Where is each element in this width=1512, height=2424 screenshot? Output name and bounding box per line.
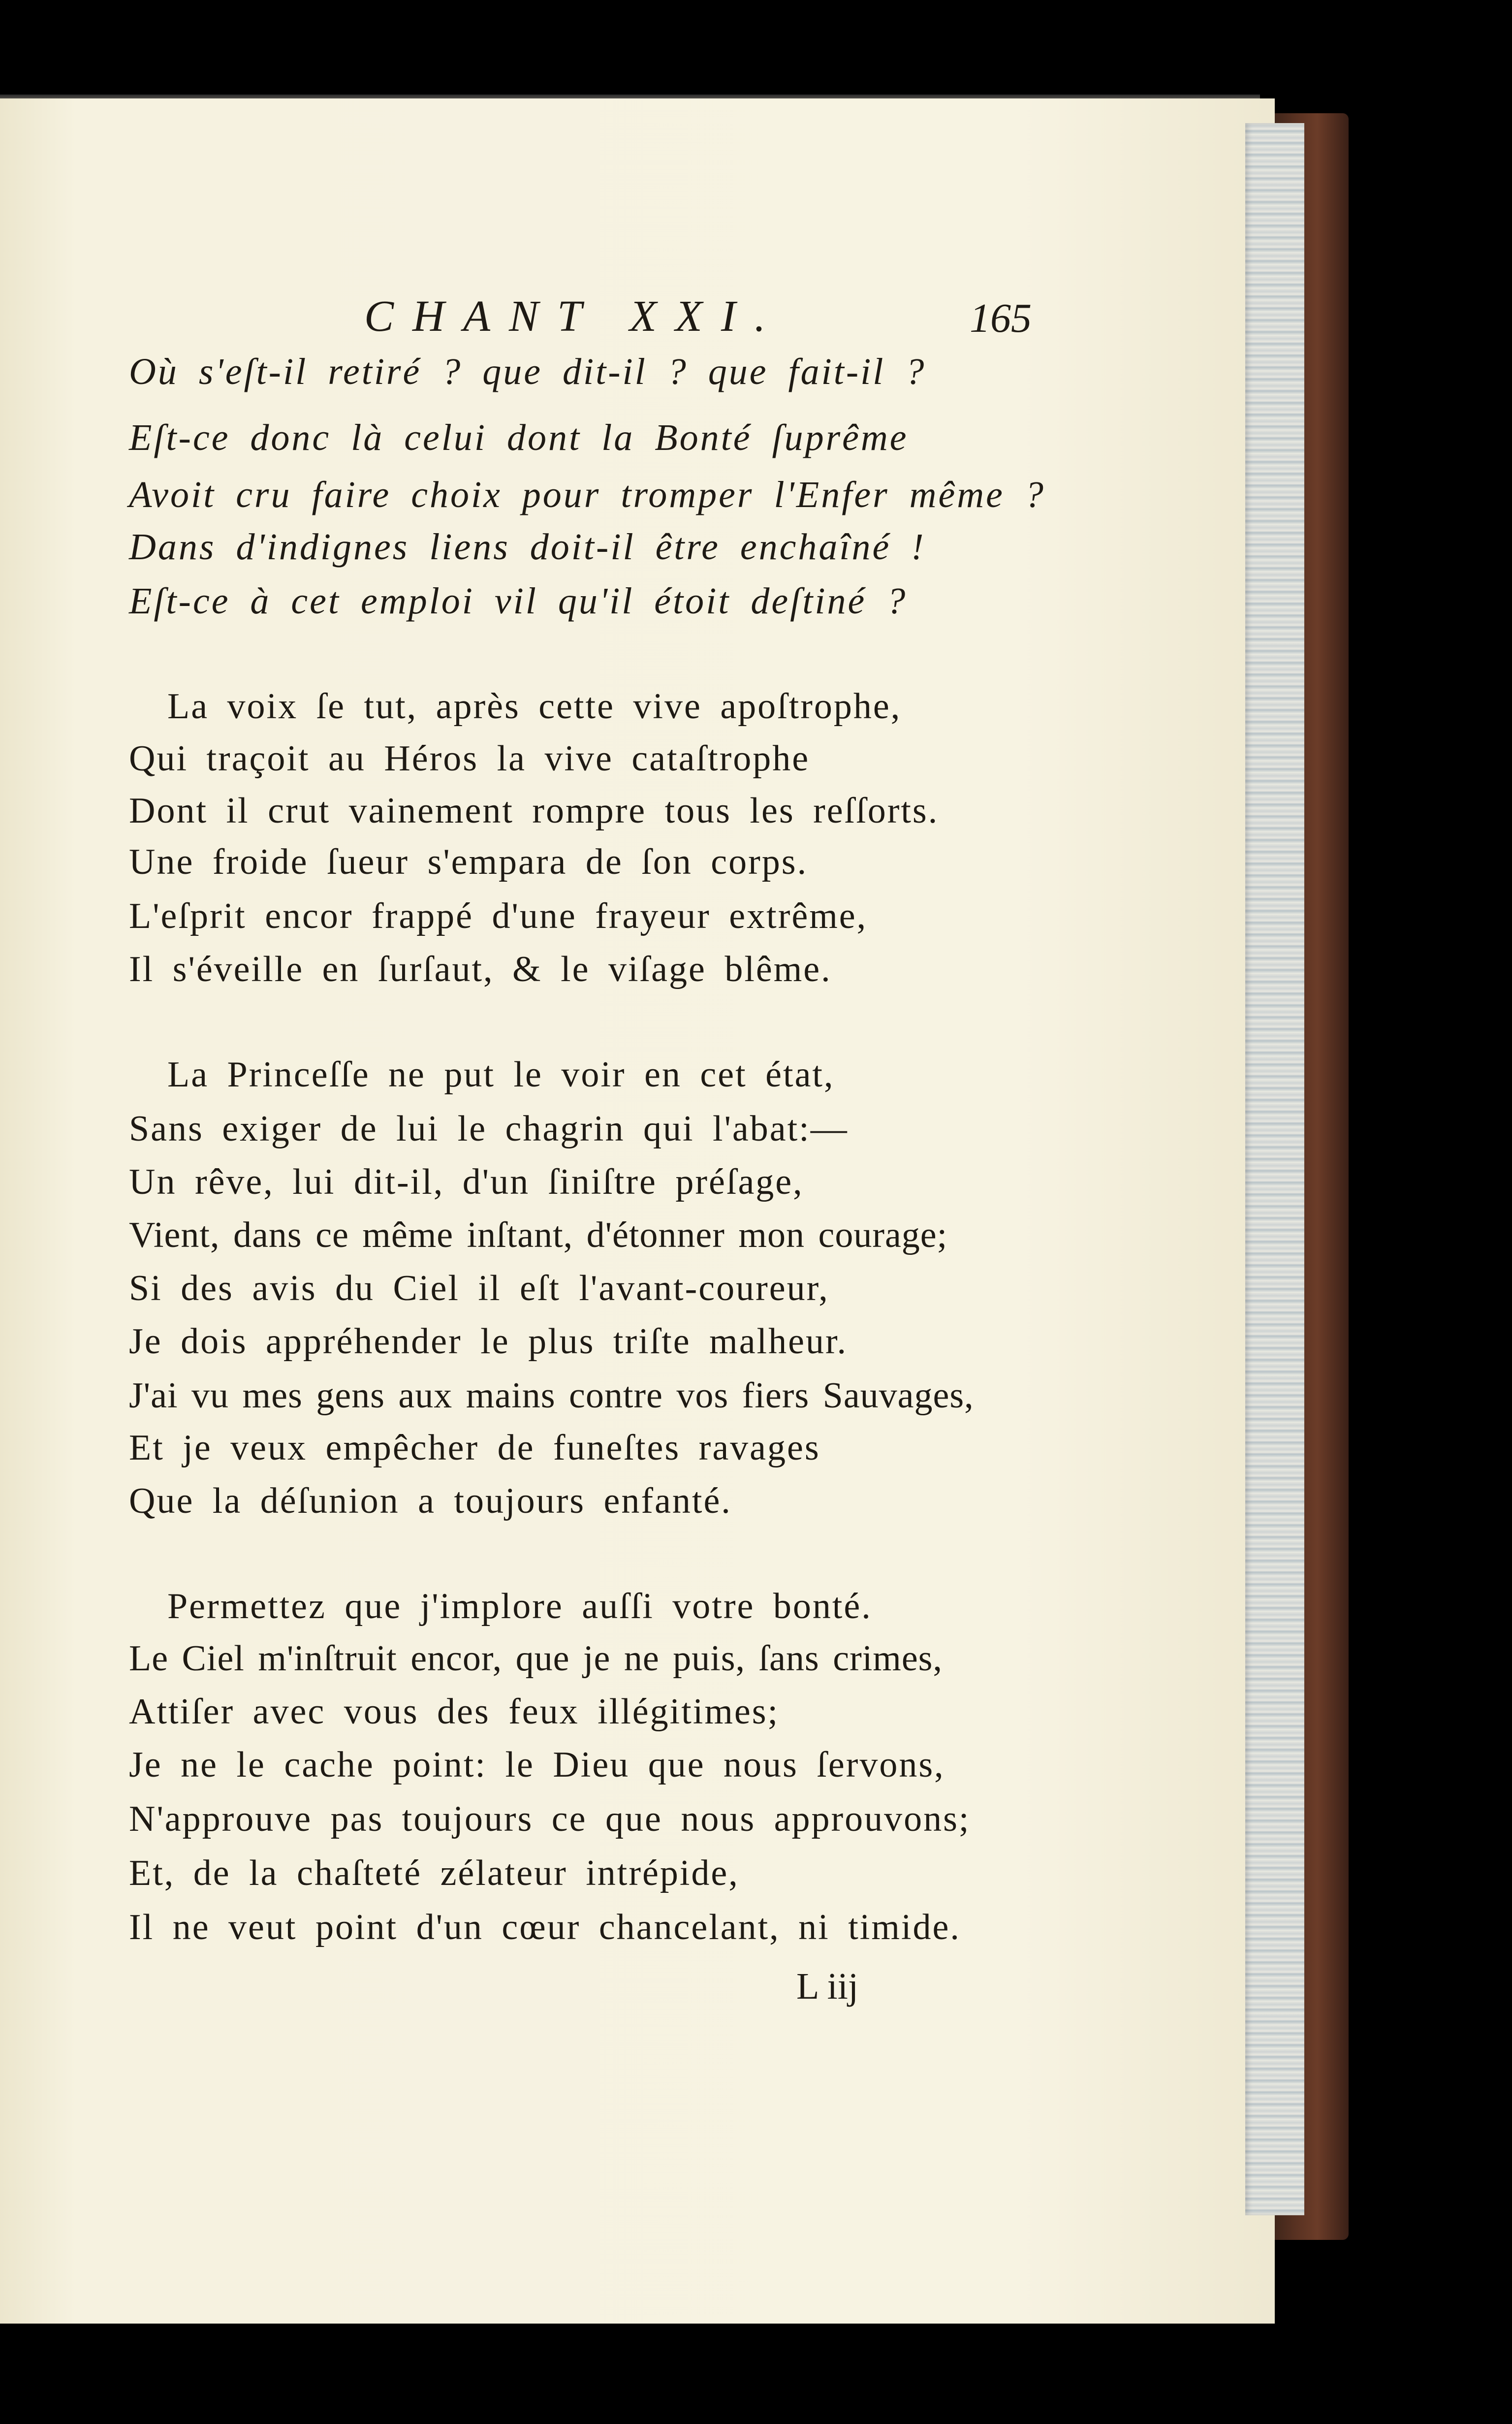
verse-line: Il s'éveille en ſurſaut, & le viſage blême. [129, 949, 832, 989]
verse-line: Une froide ſueur s'empara de ſon corps. [129, 842, 808, 882]
signature-mark: L iij [796, 1966, 858, 2007]
verse-line: Vient, dans ce même inſtant, d'étonner mon courage; [129, 1215, 948, 1255]
verse-line: Attiſer avec vous des feux illégitimes; [129, 1691, 780, 1732]
page-fore-edge [1245, 123, 1304, 2215]
page-number: 165 [970, 295, 1032, 341]
verse-line: Et, de la chaſteté zélateur intrépide, [129, 1853, 739, 1893]
verse-line: Eſt-ce donc là celui dont la Bonté ſuprême [129, 417, 909, 458]
verse-line: Dans d'indignes liens doit-il être enchaîné ! [129, 526, 926, 568]
verse-line: Le Ciel m'inſtruit encor, que je ne puis, ſans crimes, [129, 1638, 943, 1679]
verse-line: Je ne le cache point: le Dieu que nous ſervons, [129, 1745, 945, 1785]
verse-line: L'eſprit encor frappé d'une frayeur extrême, [129, 896, 868, 936]
verse-line: Avoit cru faire choix pour tromper l'Enfer même ? [129, 474, 1045, 515]
verse-line: La Princeſſe ne put le voir en cet état, [167, 1054, 835, 1095]
verse-line: Qui traçoit au Héros la vive cataſtrophe [129, 738, 810, 779]
verse-line: Je dois appréhender le plus triſte malheur. [129, 1321, 848, 1362]
verse-line: Et je veux empêcher de funeſtes ravages [129, 1428, 820, 1468]
verse-line: Permettez que j'implore auſſi votre bonté. [167, 1586, 872, 1627]
verse-line: Où s'eſt-il retiré ? que dit-il ? que fait-il ? [129, 351, 926, 392]
verse-line: J'ai vu mes gens aux mains contre vos fiers Sauvages, [129, 1375, 974, 1416]
verse-line: Si des avis du Ciel il eſt l'avant-coureur, [129, 1268, 829, 1308]
verse-line: Il ne veut point d'un cœur chancelant, ni timide. [129, 1907, 961, 1947]
verse-line: Un rêve, lui dit-il, d'un ſiniſtre préſage, [129, 1162, 804, 1202]
verse-line: Sans exiger de lui le chagrin qui l'abat:— [129, 1109, 849, 1149]
verse-line: N'approuve pas toujours ce que nous approuvons; [129, 1799, 971, 1839]
verse-line: Que la déſunion a toujours enfanté. [129, 1481, 732, 1521]
verse-line: Dont il crut vainement rompre tous les reſſorts. [129, 791, 939, 831]
verse-line: Eſt-ce à cet emploi vil qu'il étoit deſtiné ? [129, 580, 908, 622]
running-header: CHANT XXI. [364, 292, 785, 341]
verse-line: La voix ſe tut, après cette vive apoſtrophe, [167, 686, 902, 727]
